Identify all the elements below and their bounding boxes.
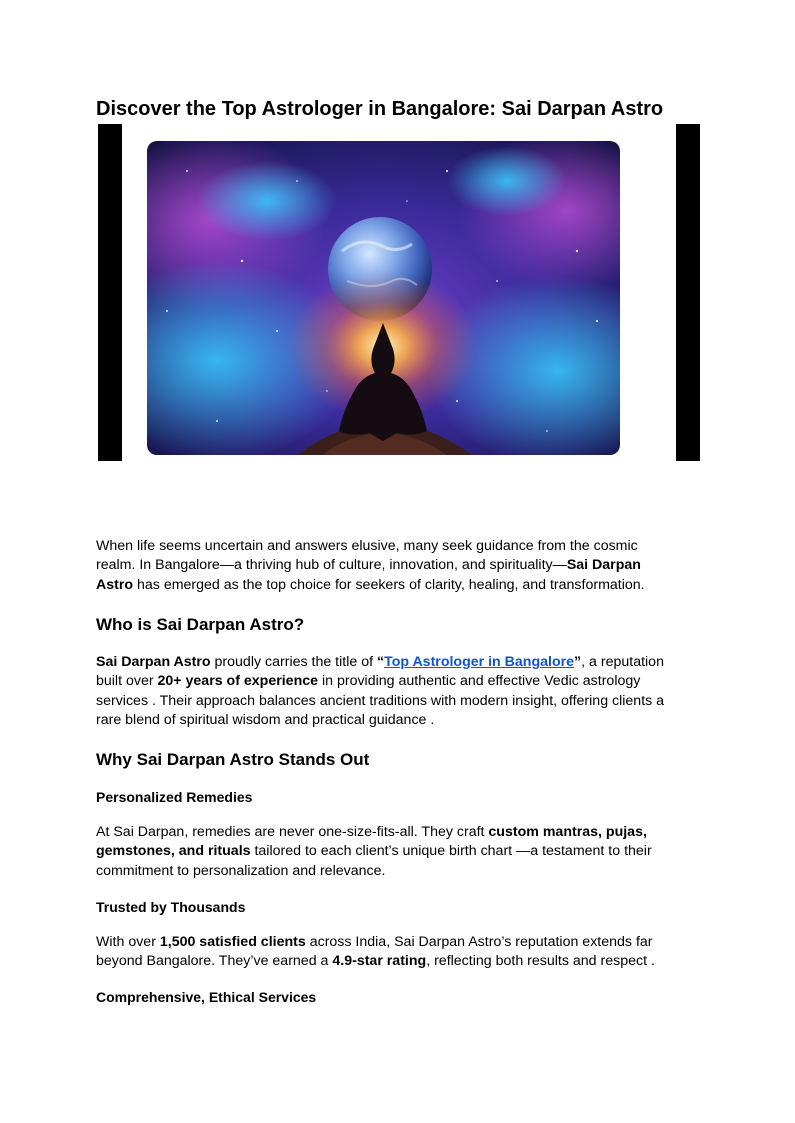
page-title: Discover the Top Astrologer in Bangalore: Sai Darpan Astro	[96, 98, 664, 120]
personalized-text-2: tailored to each client’s unique birth chart —a testament to their	[250, 843, 652, 860]
letterbox-left	[98, 124, 122, 461]
trusted-heading: Trusted by Thousands	[96, 899, 246, 915]
trusted-text-2: across India, Sai Darpan Astro’s reputation extends far	[305, 934, 653, 950]
intro-text-2: realm. In Bangalore—a thriving hub of culture, innovation, and spirituality—	[96, 557, 567, 574]
personalized-bold-2: gemstones, and rituals	[96, 843, 251, 860]
who-experience: 20+ years of experience	[157, 673, 319, 690]
trusted-text-3: beyond Bangalore. They’ve earned a	[96, 953, 333, 970]
personalized-paragraph	[96, 823, 696, 881]
letterbox-right	[676, 124, 700, 461]
trusted-bold-1: 1,500 satisfied clients	[159, 934, 306, 950]
who-text-1: proudly carries the title of	[210, 654, 377, 670]
who-text-5: services . Their approach balances ancient traditions with modern insight, offering clients a	[96, 692, 665, 709]
quote-close: ”	[574, 654, 582, 670]
who-text-6: rare blend of spiritual wisdom and practical guidance .	[96, 711, 435, 728]
why-heading: Why Sai Darpan Astro Stands Out	[96, 750, 370, 769]
trusted-text-1: With over	[96, 934, 160, 950]
top-astrologer-link[interactable]: Top Astrologer in Bangalore	[384, 654, 575, 670]
personalized-heading: Personalized Remedies	[96, 789, 253, 805]
who-text-3: built over	[96, 673, 158, 690]
intro-brand-part-1: Sai Darpan	[566, 557, 641, 574]
trusted-paragraph	[96, 933, 696, 972]
hero-image	[98, 124, 700, 461]
who-brand: Sai Darpan Astro	[96, 654, 211, 670]
intro-text-3: has emerged as the top choice for seekers of clarity, healing, and transformation.	[133, 576, 645, 593]
intro-text-1: When life seems uncertain and answers elusive, many seek guidance from the cosmic	[96, 538, 638, 554]
intro-brand-part-2: Astro	[96, 576, 134, 593]
trusted-bold-2: 4.9-star rating	[332, 953, 427, 970]
personalized-text-3: commitment to personalization and relevance.	[96, 862, 386, 879]
cosmic-meditation-illustration	[147, 141, 620, 455]
who-text-2: , a reputation	[581, 654, 664, 670]
quote-open: “	[376, 654, 385, 670]
personalized-bold-1: custom mantras, pujas,	[488, 824, 647, 840]
who-text-4: in providing authentic and effective Vedic astrology	[318, 673, 641, 690]
comprehensive-heading: Comprehensive, Ethical Services	[96, 989, 317, 1005]
who-paragraph	[96, 653, 696, 730]
cosmic-meditation-svg	[147, 141, 620, 455]
personalized-text-1: At Sai Darpan, remedies are never one-size-fits-all. They craft	[96, 824, 489, 840]
trusted-text-4: , reflecting both results and respect .	[426, 953, 655, 970]
intro-paragraph	[96, 537, 696, 595]
who-heading: Who is Sai Darpan Astro?	[96, 615, 305, 634]
